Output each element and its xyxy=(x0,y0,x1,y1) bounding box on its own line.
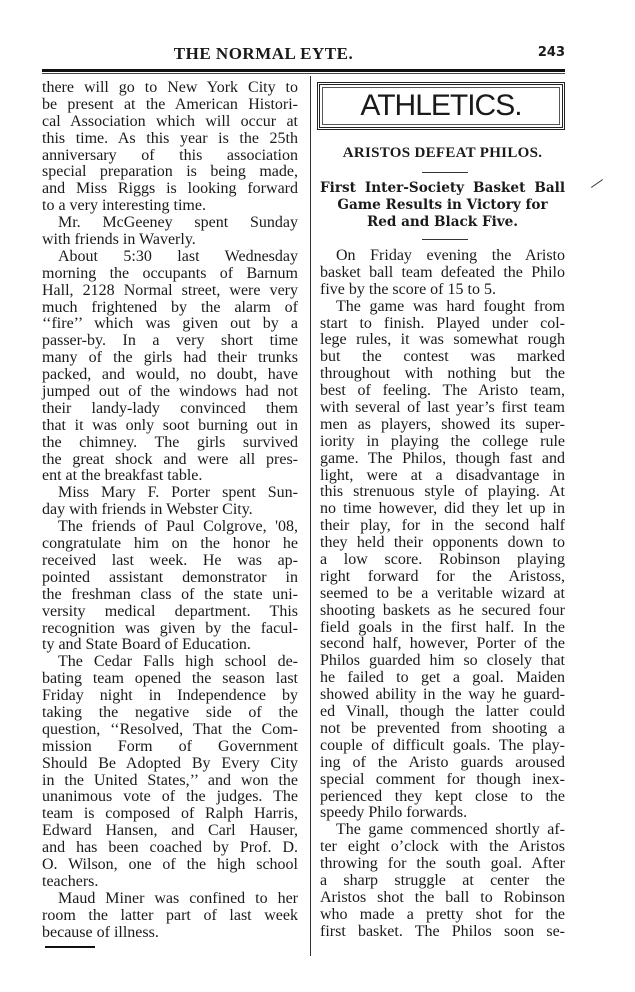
text-line: he failed to get a goal. Maiden xyxy=(320,669,565,687)
text-line: to a very interesting time. xyxy=(42,197,206,215)
text-line: with several of last year’s first team xyxy=(320,399,565,417)
section-title: ATHLETICS. xyxy=(360,89,522,122)
text-line: unanimous vote of the judges. The xyxy=(42,788,298,806)
text-line: Should Be Adopted By Every City xyxy=(42,754,298,772)
subhead-line: Red and Black Five. xyxy=(366,214,519,230)
subhead-line: Game Results in Victory for xyxy=(337,197,548,213)
text-line: special comment for though inex- xyxy=(320,770,565,788)
text-line: The game commenced shortly af- xyxy=(336,821,565,839)
text-line: team is composed of Ralph Harris, xyxy=(42,805,298,823)
section-title-box xyxy=(317,82,565,130)
text-line: Aristos shot the ball to Robinson xyxy=(320,888,565,906)
text-line: O. Wilson, one of the high school xyxy=(42,855,298,873)
text-line: start to finish. Played under col- xyxy=(320,314,565,332)
text-line: The game was hard fought from xyxy=(336,297,565,315)
text-line: teachers. xyxy=(42,872,99,890)
page-number: 243 xyxy=(537,45,565,60)
text-line: no time however, did they let up in xyxy=(320,500,565,518)
text-line: Mr. McGeeney spent Sunday xyxy=(58,214,298,232)
text-line: game. The Philos, though fast and xyxy=(320,449,565,467)
text-line: versity medical department. This xyxy=(42,602,298,620)
text-line: iority in playing the college rule xyxy=(320,432,565,450)
text-line: question, ‘‘Resolved, That the Com- xyxy=(42,720,298,738)
text-line: received last week. He was ap- xyxy=(42,551,298,569)
text-line: not be prevented from shooting a xyxy=(320,719,565,737)
text-line: cal Association which will occur at xyxy=(42,112,298,130)
text-line: ed Vinall, though the latter could xyxy=(320,703,565,721)
text-line: who made a pretty shot for the xyxy=(320,905,565,923)
text-line: shooting baskets as he secured four xyxy=(320,601,565,619)
text-line: five by the score of 15 to 5. xyxy=(320,280,496,298)
text-line: packed, and would, no doubt, have xyxy=(42,366,298,384)
header-rule xyxy=(42,69,565,74)
subhead-line: First Inter-Society Basket Ball xyxy=(320,180,565,196)
text-line: The Cedar Falls high school de- xyxy=(58,653,298,671)
short-rule xyxy=(422,239,468,240)
text-line: jumped out of the windows had not xyxy=(42,383,298,401)
text-line: this strenuous style of playing. At xyxy=(320,483,565,501)
text-line: bating team opened the season last xyxy=(42,670,298,688)
text-line: this time. As this year is the 25th xyxy=(42,129,298,147)
left-column xyxy=(42,80,298,941)
text-line: lege rules, it was somewhat rough xyxy=(320,331,565,349)
text-line: second half, however, Porter of the xyxy=(320,635,565,653)
text-line: On Friday evening the Aristo xyxy=(336,247,565,264)
text-line: field goals in the first half. In the xyxy=(320,618,565,636)
article-subhead xyxy=(320,180,565,231)
text-line: the freshman class of the state uni- xyxy=(42,585,298,603)
text-line: basket ball team defeated the Philo xyxy=(320,263,565,281)
text-line: light, were at a disadvantage in xyxy=(320,466,565,484)
text-line: in the United States,’’ and won the xyxy=(42,771,298,789)
text-line: recognition was given by the facul- xyxy=(42,619,298,637)
text-line: men as players, showed its super- xyxy=(320,415,565,433)
text-line: day with friends in Webster City. xyxy=(42,501,253,519)
short-rule xyxy=(422,172,468,173)
text-line: ‘‘fire’’ which was given out by a xyxy=(42,315,298,333)
text-line: special preparation is being made, xyxy=(42,163,298,181)
text-line: couple of difficult goals. The play- xyxy=(320,736,565,754)
text-line: pointed assistant demonstrator in xyxy=(42,568,298,586)
text-line: right forward for the Aristoss, xyxy=(320,567,565,585)
text-line: perienced they kept close to the xyxy=(320,787,565,805)
pen-mark xyxy=(591,179,603,188)
text-line: but the contest was marked xyxy=(320,348,565,366)
text-line: throughout with nothing but the xyxy=(320,365,565,383)
text-line: there will go to New York City to xyxy=(42,79,298,96)
text-line: Edward Hansen, and Carl Hauser, xyxy=(42,822,298,840)
text-line: their play, for in the second half xyxy=(320,517,565,535)
text-line: they held their opponents down to xyxy=(320,534,565,552)
text-line: Miss Mary F. Porter spent Sun- xyxy=(58,484,298,502)
text-line: Maud Miner was confined to her xyxy=(58,889,298,907)
text-line: with friends in Waverly. xyxy=(42,231,196,249)
text-line: ent at the breakfast table. xyxy=(42,467,203,485)
text-line: their landy-lady convinced them xyxy=(42,399,298,417)
text-line: and Miss Riggs is looking forward xyxy=(42,180,298,198)
end-rule xyxy=(45,946,95,948)
text-line: The friends of Paul Colgrove, '08, xyxy=(58,518,298,536)
text-line: room the latter part of last week xyxy=(42,906,298,924)
column-divider xyxy=(310,76,311,956)
text-line: congratulate him on the honor he xyxy=(42,535,298,553)
text-line: a low score. Robinson playing xyxy=(320,551,565,569)
text-line: much frightened by the alarm of xyxy=(42,298,298,316)
text-line: Friday night in Independence by xyxy=(42,687,298,705)
text-line: morning the occupants of Barnum xyxy=(42,264,298,282)
text-line: first basket. The Philos soon se- xyxy=(320,922,565,940)
article-headline: ARISTOS DEFEAT PHILOS. xyxy=(342,145,543,161)
text-line: Philos guarded him so closely that xyxy=(320,652,565,670)
text-line: the chimney. The girls survived xyxy=(42,433,298,451)
text-line: many of the girls had their trunks xyxy=(42,349,298,367)
text-line: ty and State Board of Education. xyxy=(42,636,251,654)
right-column xyxy=(320,248,565,941)
text-line: showed ability in the way he guard- xyxy=(320,686,565,704)
text-line: ing of the Aristo guards aroused xyxy=(320,753,565,771)
text-line: that it was only soot burning out in xyxy=(42,416,298,434)
text-line: be present at the American Histori- xyxy=(42,95,298,113)
running-head xyxy=(42,44,565,64)
text-line: and has been coached by Prof. D. xyxy=(42,839,298,857)
text-line: Hall, 2128 Normal street, were very xyxy=(42,281,298,299)
text-line: throwing for the south goal. After xyxy=(320,855,565,873)
text-line: taking the negative side of the xyxy=(42,703,298,721)
text-line: speedy Philo forwards. xyxy=(320,804,468,822)
text-line: ter eight o’clock with the Aristos xyxy=(320,838,565,856)
text-line: the great shock and were all pres- xyxy=(42,450,298,468)
text-line: because of illness. xyxy=(42,923,159,941)
text-line: About 5:30 last Wednesday xyxy=(58,247,298,265)
text-line: passer-by. In a very short time xyxy=(42,332,298,350)
text-line: seemed to be a veritable wizard at xyxy=(320,584,565,602)
text-line: anniversary of this association xyxy=(42,146,298,164)
text-line: mission Form of Government xyxy=(42,737,298,755)
text-line: a sharp struggle at center the xyxy=(320,871,565,889)
text-line: best of feeling. The Aristo team, xyxy=(320,382,565,400)
journal-title: THE NORMAL EYTE. xyxy=(173,44,354,63)
